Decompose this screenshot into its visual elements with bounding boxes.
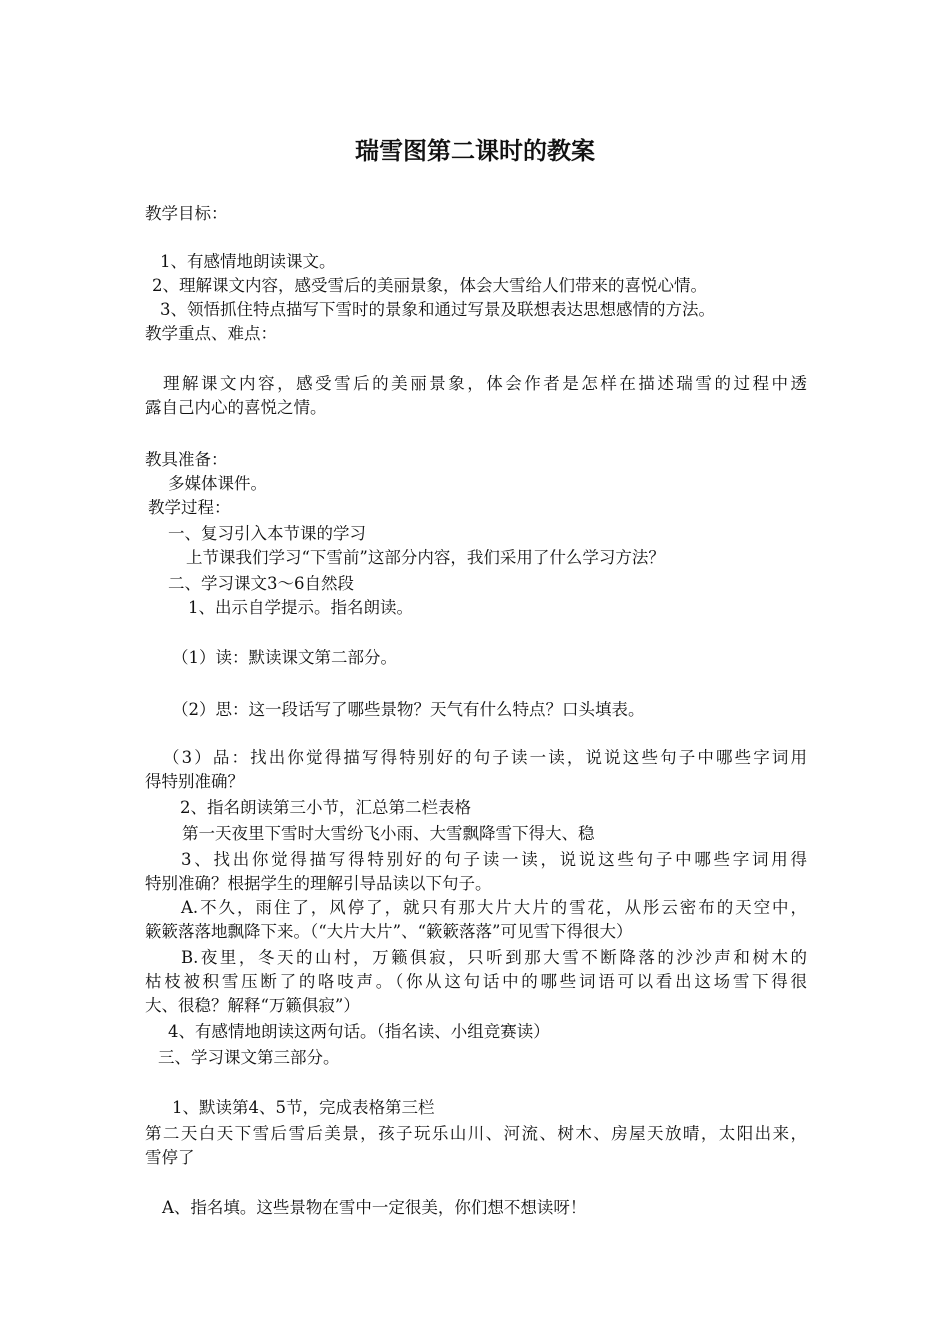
paragraph-line: 得特别准确？ — [145, 772, 244, 791]
paragraph-line: 第二天白天下雪后雪后美景，孩子玩乐山川、河流、树木、房屋天放晴，太阳出来， — [145, 1124, 807, 1143]
section-heading-process: 教学过程： — [148, 498, 231, 517]
paragraph-line: 3、找出你觉得描写得特别好的句子读一读，说说这些句子中哪些字词用得 — [181, 850, 807, 869]
paragraph-line: 2、指名朗读第三小节，汇总第二栏表格 — [180, 798, 471, 817]
objective-item: 3、领悟抓住特点描写下雪时的景象和通过写景及联想表达思想感情的方法。 — [160, 300, 715, 319]
paragraph-line: 1、出示自学提示。指名朗读。 — [188, 598, 413, 617]
paragraph-line: 露自己内心的喜悦之情。 — [145, 398, 327, 417]
paragraph-line: 大、很稳？解释“万籁俱寂”） — [145, 996, 360, 1015]
section-heading-key-points: 教学重点、难点： — [145, 324, 277, 343]
paragraph-line: （1）读：默读课文第二部分。 — [172, 648, 397, 667]
subheading: 一、复习引入本节课的学习 — [168, 524, 366, 543]
section-heading-objectives: 教学目标： — [145, 204, 228, 223]
subheading: 二、学习课文3～6自然段 — [168, 574, 354, 593]
paragraph-line: 簌簌落落地飘降下来。（“大片大片”、“簌簌落落”可见雪下得很大） — [145, 922, 633, 941]
subheading: 三、学习课文第三部分。 — [158, 1048, 340, 1067]
objective-item: 1、有感情地朗读课文。 — [160, 252, 336, 271]
paragraph-line: （3）品：找出你觉得描写得特别好的句子读一读，说说这些句子中哪些字词用 — [163, 748, 807, 767]
section-heading-materials: 教具准备： — [145, 450, 228, 469]
paragraph-line: 雪停了 — [145, 1148, 195, 1167]
document-title: 瑞雪图第二课时的教案 — [355, 137, 595, 165]
paragraph-line: A、指名填。这些景物在雪中一定很美，你们想不想读呀！ — [162, 1198, 587, 1217]
paragraph-line: 多媒体课件。 — [168, 474, 267, 493]
paragraph-line: （2）思：这一段话写了哪些景物？天气有什么特点？口头填表。 — [172, 700, 645, 719]
paragraph-line: 枯枝被积雪压断了的咯吱声。（你从这句话中的哪些词语可以看出这场雪下得很 — [145, 972, 807, 991]
paragraph-line: 1、默读第4、5节，完成表格第三栏 — [172, 1098, 435, 1117]
paragraph-line: 特别准确？根据学生的理解引导品读以下句子。 — [145, 874, 492, 893]
paragraph-line: A.不久，雨住了，风停了，就只有那大片大片的雪花，从彤云密布的天空中， — [181, 898, 807, 917]
paragraph-line: 第一天夜里下雪时大雪纷飞小雨、大雪飘降雪下得大、稳 — [182, 824, 595, 843]
paragraph-line: 理解课文内容，感受雪后的美丽景象，体会作者是怎样在描述瑞雪的过程中透 — [163, 374, 807, 393]
paragraph-line: B.夜里，冬天的山村，万籁俱寂，只听到那大雪不断降落的沙沙声和树木的 — [181, 948, 807, 967]
paragraph-line: 上节课我们学习“下雪前”这部分内容，我们采用了什么学习方法？ — [186, 548, 665, 567]
paragraph-line: 4、有感情地朗读这两句话。（指名读、小组竞赛读） — [168, 1022, 550, 1041]
objective-item: 2、理解课文内容，感受雪后的美丽景象，体会大雪给人们带来的喜悦心情。 — [152, 276, 707, 295]
